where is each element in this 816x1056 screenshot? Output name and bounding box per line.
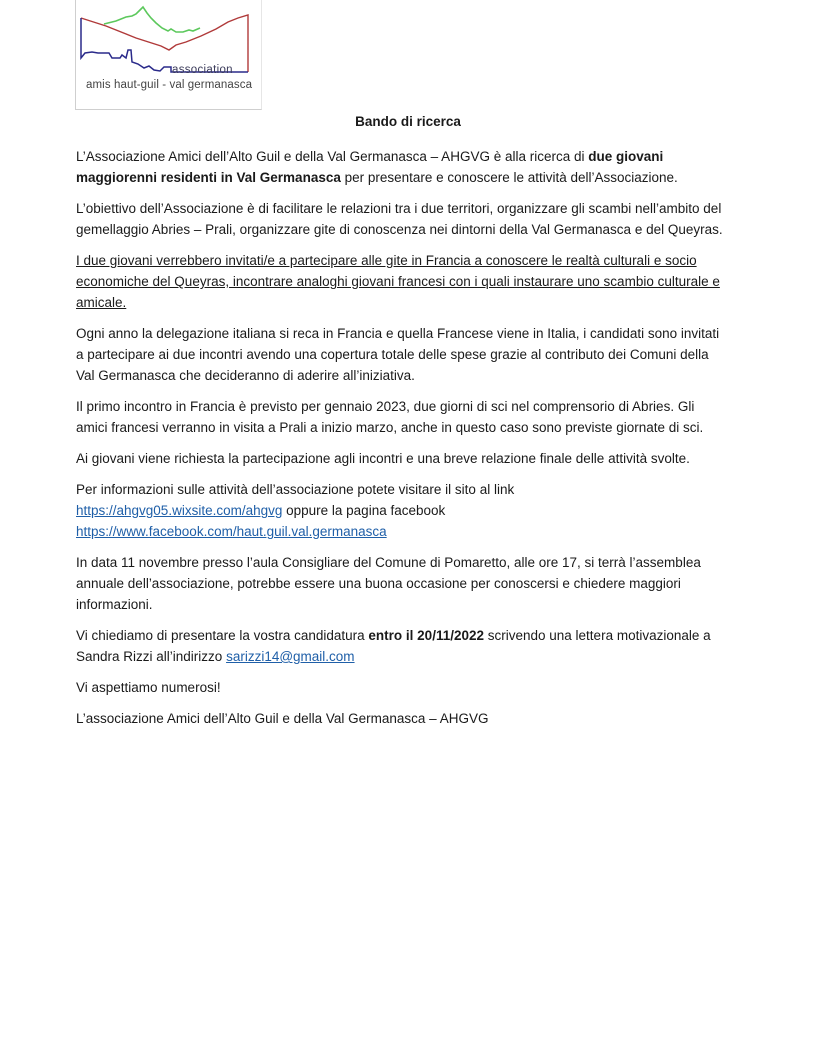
paragraph-application xyxy=(76,625,726,667)
paragraph-info-links xyxy=(76,479,726,542)
document-body xyxy=(76,146,726,739)
association-logo xyxy=(75,0,262,110)
paragraph-intro xyxy=(76,146,726,188)
paragraph-invitation: I due giovani verrebbero invitati/e a partecipare alle gite in Francia a conoscere le realtà culturali e socio economiche del Queyras, incontrare analoghi giovani francesi con i quali instaurare uno scambio culturale e amicale. xyxy=(76,253,720,310)
info-text: Per informazioni sulle attività dell’associazione potete visitare il sito al link xyxy=(76,482,515,497)
facebook-link[interactable]: https://www.facebook.com/haut.guil.val.germanasca xyxy=(76,524,387,539)
paragraph-closing: Vi aspettiamo numerosi! xyxy=(76,680,221,695)
logo-green-line xyxy=(104,7,200,32)
application-text: Vi chiediamo di presentare la vostra candidatura xyxy=(76,628,369,643)
page-title: Bando di ricerca xyxy=(355,114,461,129)
intro-text: L’Associazione Amici dell’Alto Guil e della Val Germanasca – AHGVG è alla ricerca di xyxy=(76,149,589,164)
email-link[interactable]: sarizzi14@gmail.com xyxy=(226,649,355,664)
info-text-mid: oppure la pagina facebook xyxy=(282,503,446,518)
paragraph-first-meeting: Il primo incontro in Francia è previsto per gennaio 2023, due giorni di sci nel comprensorio di Abries. Gli amici francesi verranno in visita a Prali a inizio marzo, anche in questo caso sono previste giornate di sci. xyxy=(76,399,704,435)
intro-text-end: per presentare e conoscere le attività dell’Associazione. xyxy=(340,170,678,185)
application-text-end: scrivendo una lettera motivazionale a Sandra Rizzi all’indirizzo xyxy=(76,628,711,664)
logo-text-name: amis haut-guil - val germanasca xyxy=(86,79,253,91)
logo-text-association: association xyxy=(172,64,233,76)
website-link[interactable]: https://ahgvg05.wixsite.com/ahgvg xyxy=(76,503,283,518)
paragraph-assembly: In data 11 novembre presso l’aula Consigliare del Comune di Pomaretto, alle ore 17, si terrà l’assemblea annuale dell’associazione, potrebbe essere una buona occasione per conoscersi e chiedere maggiori informazioni. xyxy=(76,555,701,612)
paragraph-objective: L’obiettivo dell’Associazione è di facilitare le relazioni tra i due territori, organizzare gli scambi nell’ambito del gemellaggio Abries – Prali, organizzare gite di conoscenza nei dintorni della Val Germanasca e del Queyras. xyxy=(76,201,723,237)
deadline-bold-text: entro il 20/11/2022 xyxy=(368,628,484,643)
intro-bold-text: due giovani maggiorenni residenti in Val Germanasca xyxy=(76,149,664,185)
paragraph-delegation: Ogni anno la delegazione italiana si reca in Francia e quella Francese viene in Italia, i candidati sono invitati a partecipare ai due incontri avendo una copertura totale delle spese grazie al contributo dei Comuni della Val Germanasca che decideranno di aderire all’iniziativa. xyxy=(76,326,720,383)
mountain-profile-graphic xyxy=(76,0,263,110)
paragraph-requirements: Ai giovani viene richiesta la partecipazione agli incontri e una breve relazione finale delle attività svolte. xyxy=(76,451,690,466)
paragraph-signature: L’associazione Amici dell’Alto Guil e della Val Germanasca – AHGVG xyxy=(76,711,489,726)
